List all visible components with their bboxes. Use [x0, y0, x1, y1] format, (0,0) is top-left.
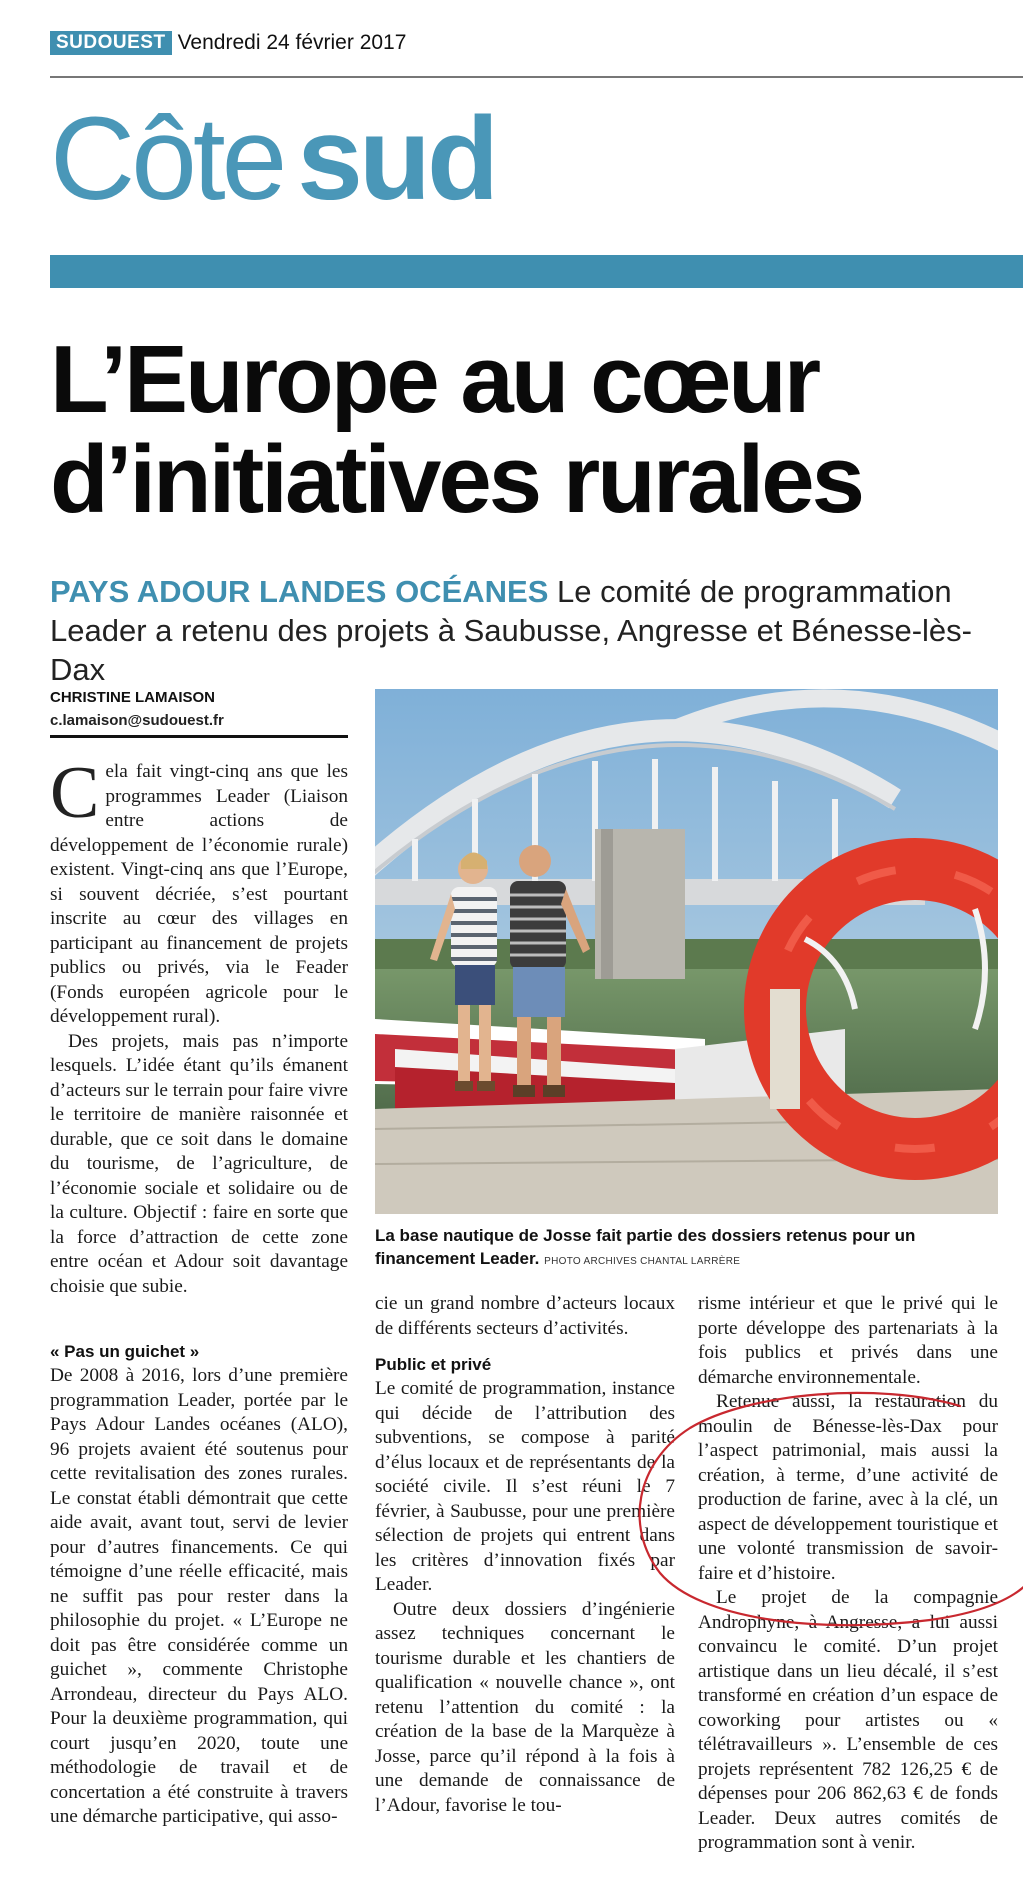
subheading-pas-un-guichet: « Pas un guichet » [50, 1342, 200, 1361]
article-column-1-top [50, 752, 348, 1299]
newspaper-logo: SUDOUEST [50, 31, 172, 55]
photo-credit: PHOTO ARCHIVES CHANTAL LARRÈRE [544, 1256, 741, 1267]
masthead [50, 30, 406, 56]
section-title [50, 93, 496, 225]
headline-line-2: d’initiatives rurales [50, 426, 863, 533]
article-paragraph-6: Outre deux dossiers d’ingénierie assez techniques concernant le tourisme durable et les chantiers de qualification « nouvelle chance », ont retenu l’attention du comité : la création de la base de la Marquèze à Josse, parce qu’il répond à la fois à une demande de connaissance de l’Adour, favorise le tou- [375, 1598, 675, 1816]
article-paragraph-2: Des projets, mais pas n’importe lesquels. L’idée étant qu’ils émanent d’acteurs sur le terrain pour faire vivre le territoire de manière raisonnée et durable, que ce soit dans le domaine du tourisme, de l’agriculture, de l’économie sociale et solidaire ou de la culture. Objectif : faire en sorte que la force d’attraction de cette zone entre océan et Adour soit davantage choisie que subie. [50, 1030, 348, 1297]
author-name: CHRISTINE LAMAISON [50, 689, 215, 706]
byline [50, 689, 348, 729]
section-word-1: Côte [50, 93, 284, 225]
dock-post [770, 989, 800, 1109]
byline-rule [50, 735, 348, 738]
article-paragraph-8: Retenue aussi, la restauration du moulin de Bénesse-lès-Dax pour l’aspect patrimonial, mais aussi la création, à terme, d’une activité de production de farine, avec à la clé, un aspect de développement touristique et une volonté transmission de savoir-faire et d’histoire. [698, 1391, 998, 1584]
article-column-3 [698, 1292, 998, 1856]
article-paragraph-9: Le projet de la compagnie Androphyne, à Angresse, a lui aussi convaincu le comité. D’un projet artistique dans un lieu décalé, il s’est transformé en création d’un espace de coworking pour artistes ou « télétravailleurs ». L’ensemble de ces projets représentent 782 126,25 € de dépenses pour 206 862,63 € de fonds Leader. Deux autres comités de programmation sont à venir. [698, 1587, 998, 1853]
article-paragraph-7: risme intérieur et que le privé qui le porte développe des partenariats à la fois publics et privés dans une démarche environnementale. [698, 1293, 998, 1388]
headline-line-1: L’Europe au cœur [50, 326, 819, 433]
article-photo [375, 689, 998, 1214]
subhead [50, 572, 1020, 689]
author-email[interactable]: c.lamaison@sudouest.fr [50, 712, 224, 729]
article-column-2 [375, 1292, 675, 1818]
subhead-kicker: PAYS ADOUR LANDES OCÉANES [50, 574, 549, 609]
article-paragraph-3: De 2008 à 2016, lors d’une première programmation Leader, portée par le Pays Adour Landes océanes (ALO), 96 projets avaient été soutenus pour cette revitalisation des zones rurales. Le constat établi démontrait que cette aide avait, avant tout, servi de levier pour d’autres financements. Ce qui témoigne d’une réelle efficacité, mais ne suffit pas pour rester dans la philosophie du projet. « L’Europe ne doit pas être considérée comme un guichet », commente Christophe Arrondeau, directeur du Pays ALO. Pour la deuxième programmation, qui court jusqu’en 2020, toute une méthodologie de travail et de concertation a été construite à travers une démarche participative, qui asso- [50, 1365, 348, 1827]
subhead-text: Le comité de programmation Leader a retenu des projets à Saubusse, Angresse et Bénesse-lès-Dax [50, 574, 972, 687]
dropcap: C [50, 752, 100, 834]
top-rule [50, 76, 1023, 78]
photo-caption [375, 1224, 998, 1273]
article-paragraph-1: Cela fait vingt-cinq ans que les programmes Leader (Liaison entre actions de développement de l’économie rurale) existent. Vingt-cinq ans que l’Europe, si souvent décriée, s’est pourtant inscrite au cœur des villages en participant au financement de projets publics ou privés, via le Feader (Fonds européen agricole pour le développement rural). [50, 752, 348, 1027]
section-bar [50, 255, 1023, 288]
photo-illustration [375, 689, 998, 1214]
article-column-1-bottom [50, 1340, 348, 1830]
issue-date: Vendredi 24 février 2017 [177, 31, 407, 54]
article-paragraph-5: Le comité de programmation, instance qui décide de l’attribution des subventions, se compose à parité d’élus locaux et de représentants de la société civile. Il s’est réuni le 7 février, à Saubusse, pour une première sélection de projets qui entrent dans les critères d’innovation fixés par Leader. [375, 1378, 675, 1595]
article-paragraph-4: cie un grand nombre d’acteurs locaux de différents secteurs d’activités. [375, 1293, 675, 1339]
section-word-2: sud [297, 93, 496, 225]
headline [50, 326, 1010, 533]
caption-text: La base nautique de Josse fait partie des dossiers retenus pour un financement Leader. [375, 1226, 916, 1268]
subheading-public-et-prive: Public et privé [375, 1355, 492, 1374]
